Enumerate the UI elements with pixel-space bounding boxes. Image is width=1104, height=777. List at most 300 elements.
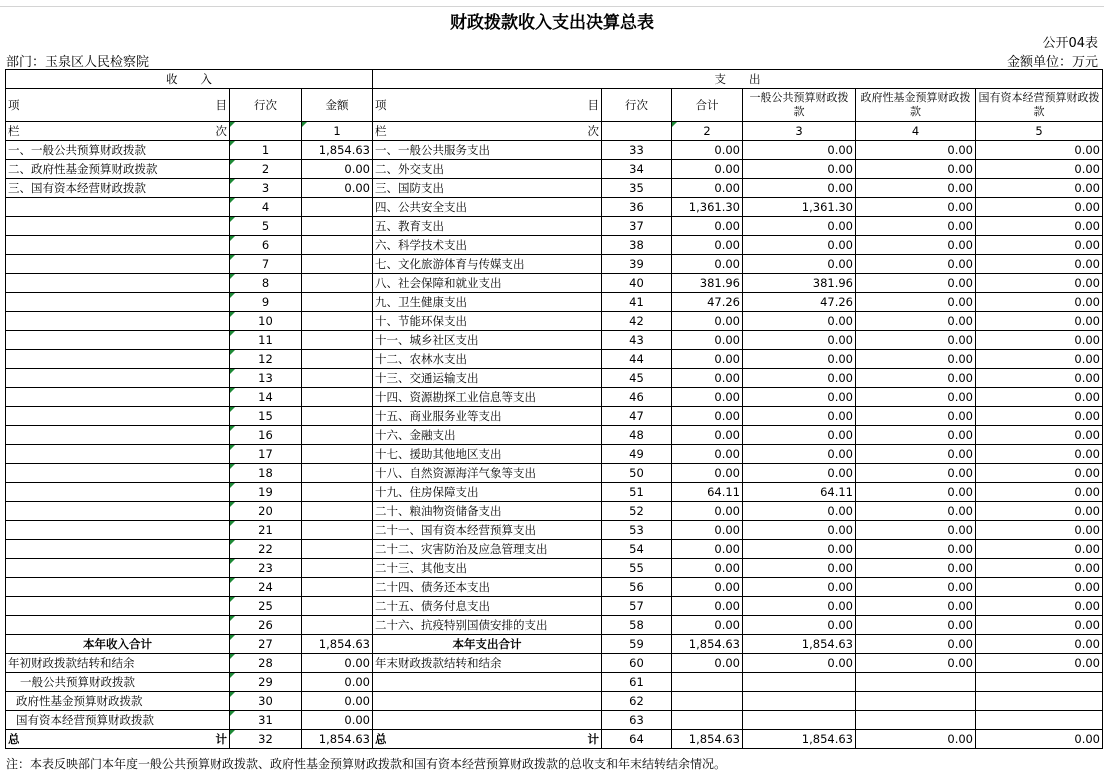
balance-detail-expense-value <box>976 692 1103 711</box>
income-amount <box>302 293 373 312</box>
expense-state-capital: 0.00 <box>976 160 1103 179</box>
expense-state-capital: 0.00 <box>976 521 1103 540</box>
column-index-4: 4 <box>856 122 976 141</box>
balance-detail-expense-value <box>743 692 856 711</box>
grand-total-label: 总 计 <box>6 730 230 749</box>
expense-state-capital: 0.00 <box>976 559 1103 578</box>
income-item <box>6 369 230 388</box>
expense-state-capital: 0.00 <box>976 502 1103 521</box>
expense-state-capital: 0.00 <box>976 445 1103 464</box>
grand-total-state-capital: 0.00 <box>976 730 1103 749</box>
income-row-number: 2 <box>230 160 302 179</box>
footnote: 注：本表反映部门本年度一般公共预算财政拨款、政府性基金预算财政拨款和国有资本经营预算财政拨款的总收支和年末结转结余情况。 <box>6 757 727 771</box>
income-rowno-header: 行次 <box>230 89 302 122</box>
balance-detail-expense-value <box>856 711 976 730</box>
income-row-number: 15 <box>230 407 302 426</box>
expense-state-capital: 0.00 <box>976 540 1103 559</box>
income-item <box>6 293 230 312</box>
income-amount <box>302 483 373 502</box>
income-amount <box>302 597 373 616</box>
grand-total-general-budget: 1,854.63 <box>743 730 856 749</box>
expense-general-budget: 64.11 <box>743 483 856 502</box>
table-row <box>6 540 1103 559</box>
income-amount <box>302 331 373 350</box>
expense-item: 二十六、抗疫特别国债安排的支出 <box>373 616 602 635</box>
table-row <box>6 198 1103 217</box>
income-row-number: 9 <box>230 293 302 312</box>
income-row-number: 12 <box>230 350 302 369</box>
income-row-number: 24 <box>230 578 302 597</box>
expense-row-number: 50 <box>602 464 672 483</box>
expense-gov-fund: 0.00 <box>856 255 976 274</box>
table-row <box>6 160 1103 179</box>
income-amount <box>302 350 373 369</box>
expense-general-budget: 0.00 <box>743 141 856 160</box>
expense-item: 十六、金融支出 <box>373 426 602 445</box>
expense-state-capital: 0.00 <box>976 198 1103 217</box>
table-row <box>6 217 1103 236</box>
expense-general-budget: 0.00 <box>743 445 856 464</box>
expense-total: 0.00 <box>672 426 743 445</box>
expense-item: 五、教育支出 <box>373 217 602 236</box>
expense-gov-fund: 0.00 <box>856 350 976 369</box>
grand-total-gov-fund: 0.00 <box>856 730 976 749</box>
expense-group-header: 支 出 <box>373 70 1103 89</box>
expense-total: 0.00 <box>672 312 743 331</box>
expense-gov-fund: 0.00 <box>856 502 976 521</box>
balance-detail-expense-item <box>373 711 602 730</box>
expense-gov-fund: 0.00 <box>856 369 976 388</box>
balance-detail-expense-value <box>672 673 743 692</box>
balance-detail-row <box>6 711 1103 730</box>
begin-balance-amount: 0.00 <box>302 654 373 673</box>
balance-detail-expense-value <box>976 673 1103 692</box>
expense-gov-fund: 0.00 <box>856 616 976 635</box>
income-row-number: 17 <box>230 445 302 464</box>
income-item <box>6 464 230 483</box>
expense-gov-fund: 0.00 <box>856 331 976 350</box>
income-amount: 0.00 <box>302 179 373 198</box>
expense-gov-fund: 0.00 <box>856 274 976 293</box>
table-row <box>6 369 1103 388</box>
expense-item: 三、国防支出 <box>373 179 602 198</box>
end-balance-state-capital: 0.00 <box>976 654 1103 673</box>
year-expense-general-budget: 1,854.63 <box>743 635 856 654</box>
expense-gov-fund: 0.00 <box>856 141 976 160</box>
income-item <box>6 540 230 559</box>
begin-balance-label: 年初财政拨款结转和结余 <box>6 654 230 673</box>
income-amount <box>302 255 373 274</box>
expense-row-number: 33 <box>602 141 672 160</box>
expense-general-budget: 0.00 <box>743 426 856 445</box>
expense-total: 0.00 <box>672 445 743 464</box>
finance-summary-table <box>5 69 1103 749</box>
expense-item: 八、社会保障和就业支出 <box>373 274 602 293</box>
income-amount <box>302 578 373 597</box>
income-amount <box>302 312 373 331</box>
expense-row-number: 42 <box>602 312 672 331</box>
expense-item: 六、科学技术支出 <box>373 236 602 255</box>
expense-row-number: 39 <box>602 255 672 274</box>
income-row-number: 22 <box>230 540 302 559</box>
expense-row-number: 41 <box>602 293 672 312</box>
expense-row-number: 53 <box>602 521 672 540</box>
column-index-blank <box>230 122 302 141</box>
income-row-number: 1 <box>230 141 302 160</box>
department-label: 部门：玉泉区人民检察院 <box>6 55 150 70</box>
expense-row-number: 46 <box>602 388 672 407</box>
balance-detail-expense-number: 61 <box>602 673 672 692</box>
expense-row-number: 48 <box>602 426 672 445</box>
expense-state-capital: 0.00 <box>976 464 1103 483</box>
income-row-number: 6 <box>230 236 302 255</box>
table-row <box>6 597 1103 616</box>
column-index-row <box>6 122 1103 141</box>
gov-fund-header: 政府性基金预算财政拨款 <box>856 89 976 122</box>
end-balance-total: 0.00 <box>672 654 743 673</box>
balance-detail-amount: 0.00 <box>302 711 373 730</box>
expense-total: 0.00 <box>672 217 743 236</box>
expense-item: 十二、农林水支出 <box>373 350 602 369</box>
income-group-header: 收 入 <box>6 70 373 89</box>
expense-item: 一、一般公共服务支出 <box>373 141 602 160</box>
expense-gov-fund: 0.00 <box>856 312 976 331</box>
income-item <box>6 578 230 597</box>
expense-general-budget: 0.00 <box>743 369 856 388</box>
expense-row-number: 34 <box>602 160 672 179</box>
balance-detail-label: 政府性基金预算财政拨款 <box>6 692 230 711</box>
table-row <box>6 464 1103 483</box>
expense-total: 0.00 <box>672 369 743 388</box>
income-item <box>6 521 230 540</box>
expense-gov-fund: 0.00 <box>856 445 976 464</box>
expense-item: 七、文化旅游体育与传媒支出 <box>373 255 602 274</box>
income-item: 一、一般公共预算财政拨款 <box>6 141 230 160</box>
income-amount <box>302 559 373 578</box>
income-amount <box>302 236 373 255</box>
balance-detail-expense-value <box>976 711 1103 730</box>
income-item <box>6 312 230 331</box>
income-amount-header: 金额 <box>302 89 373 122</box>
balance-detail-label: 国有资本经营预算财政拨款 <box>6 711 230 730</box>
expense-item: 四、公共安全支出 <box>373 198 602 217</box>
income-amount <box>302 502 373 521</box>
column-index-3: 3 <box>743 122 856 141</box>
expense-state-capital: 0.00 <box>976 369 1103 388</box>
expense-state-capital: 0.00 <box>976 483 1103 502</box>
expense-state-capital: 0.00 <box>976 255 1103 274</box>
income-item <box>6 426 230 445</box>
year-expense-total: 1,854.63 <box>672 635 743 654</box>
column-index-label: 栏 次 <box>6 122 230 141</box>
expense-total: 0.00 <box>672 578 743 597</box>
expense-row-number: 47 <box>602 407 672 426</box>
expense-total: 0.00 <box>672 464 743 483</box>
expense-state-capital: 0.00 <box>976 141 1103 160</box>
expense-state-capital: 0.00 <box>976 293 1103 312</box>
table-row <box>6 388 1103 407</box>
income-row-number: 19 <box>230 483 302 502</box>
income-item <box>6 388 230 407</box>
table-row <box>6 407 1103 426</box>
income-row-number: 11 <box>230 331 302 350</box>
expense-gov-fund: 0.00 <box>856 388 976 407</box>
balance-detail-expense-value <box>743 673 856 692</box>
balance-detail-row <box>6 673 1103 692</box>
expense-gov-fund: 0.00 <box>856 407 976 426</box>
table-row <box>6 483 1103 502</box>
year-expense-state-capital: 0.00 <box>976 635 1103 654</box>
income-row-number: 16 <box>230 426 302 445</box>
expense-row-number: 38 <box>602 236 672 255</box>
expense-state-capital: 0.00 <box>976 426 1103 445</box>
income-item <box>6 274 230 293</box>
expense-total: 0.00 <box>672 559 743 578</box>
expense-row-number: 49 <box>602 445 672 464</box>
income-item <box>6 483 230 502</box>
table-row <box>6 426 1103 445</box>
income-amount <box>302 407 373 426</box>
expense-gov-fund: 0.00 <box>856 179 976 198</box>
table-row <box>6 502 1103 521</box>
income-item <box>6 597 230 616</box>
year-income-total-number: 27 <box>230 635 302 654</box>
income-amount <box>302 445 373 464</box>
income-amount <box>302 369 373 388</box>
expense-total: 0.00 <box>672 179 743 198</box>
expense-item: 二十三、其他支出 <box>373 559 602 578</box>
expense-general-budget: 0.00 <box>743 597 856 616</box>
expense-row-number: 43 <box>602 331 672 350</box>
income-item <box>6 255 230 274</box>
expense-state-capital: 0.00 <box>976 388 1103 407</box>
balance-detail-number: 29 <box>230 673 302 692</box>
expense-gov-fund: 0.00 <box>856 521 976 540</box>
table-row <box>6 331 1103 350</box>
expense-general-budget: 0.00 <box>743 502 856 521</box>
expense-state-capital: 0.00 <box>976 312 1103 331</box>
expense-row-number: 40 <box>602 274 672 293</box>
expense-item: 十一、城乡社区支出 <box>373 331 602 350</box>
expense-general-budget: 1,361.30 <box>743 198 856 217</box>
expense-total: 47.26 <box>672 293 743 312</box>
balance-detail-number: 31 <box>230 711 302 730</box>
table-row <box>6 293 1103 312</box>
expense-total: 0.00 <box>672 597 743 616</box>
expense-item: 十九、住房保障支出 <box>373 483 602 502</box>
income-amount <box>302 616 373 635</box>
year-total-row <box>6 635 1103 654</box>
expense-item: 九、卫生健康支出 <box>373 293 602 312</box>
expense-general-budget: 0.00 <box>743 312 856 331</box>
expense-item: 二、外交支出 <box>373 160 602 179</box>
income-row-number: 10 <box>230 312 302 331</box>
expense-row-number: 35 <box>602 179 672 198</box>
expense-item: 十七、援助其他地区支出 <box>373 445 602 464</box>
balance-detail-number: 30 <box>230 692 302 711</box>
expense-item: 十五、商业服务业等支出 <box>373 407 602 426</box>
expense-general-budget: 47.26 <box>743 293 856 312</box>
expense-general-budget: 0.00 <box>743 521 856 540</box>
expense-gov-fund: 0.00 <box>856 426 976 445</box>
expense-row-number: 52 <box>602 502 672 521</box>
income-amount <box>302 540 373 559</box>
balance-detail-expense-value <box>672 711 743 730</box>
expense-general-budget: 0.00 <box>743 578 856 597</box>
expense-item: 十四、资源勘探工业信息等支出 <box>373 388 602 407</box>
income-row-number: 14 <box>230 388 302 407</box>
income-row-number: 23 <box>230 559 302 578</box>
expense-general-budget: 0.00 <box>743 331 856 350</box>
expense-total: 0.00 <box>672 388 743 407</box>
expense-total: 1,361.30 <box>672 198 743 217</box>
income-item: 三、国有资本经营财政拨款 <box>6 179 230 198</box>
income-item <box>6 350 230 369</box>
expense-general-budget: 0.00 <box>743 616 856 635</box>
expense-gov-fund: 0.00 <box>856 483 976 502</box>
grand-total-number: 32 <box>230 730 302 749</box>
balance-detail-expense-value <box>856 692 976 711</box>
expense-gov-fund: 0.00 <box>856 578 976 597</box>
expense-row-number: 36 <box>602 198 672 217</box>
expense-total: 0.00 <box>672 236 743 255</box>
expense-general-budget: 0.00 <box>743 179 856 198</box>
end-balance-gov-fund: 0.00 <box>856 654 976 673</box>
table-row <box>6 236 1103 255</box>
balance-detail-expense-number: 63 <box>602 711 672 730</box>
column-index-1: 1 <box>302 122 373 141</box>
income-item <box>6 407 230 426</box>
balance-detail-label: 一般公共预算财政拨款 <box>6 673 230 692</box>
expense-row-number: 57 <box>602 597 672 616</box>
expense-state-capital: 0.00 <box>976 350 1103 369</box>
table-row <box>6 141 1103 160</box>
expense-gov-fund: 0.00 <box>856 198 976 217</box>
grand-total-expense-number: 64 <box>602 730 672 749</box>
column-index-2: 2 <box>672 122 743 141</box>
expense-general-budget: 0.00 <box>743 540 856 559</box>
expense-state-capital: 0.00 <box>976 179 1103 198</box>
expense-total: 0.00 <box>672 502 743 521</box>
balance-detail-expense-item <box>373 673 602 692</box>
expense-general-budget: 381.96 <box>743 274 856 293</box>
expense-row-number: 44 <box>602 350 672 369</box>
year-expense-gov-fund: 0.00 <box>856 635 976 654</box>
income-item <box>6 198 230 217</box>
column-header-row <box>6 89 1103 122</box>
expense-item: 十三、交通运输支出 <box>373 369 602 388</box>
expense-row-number: 54 <box>602 540 672 559</box>
column-index-5: 5 <box>976 122 1103 141</box>
expense-state-capital: 0.00 <box>976 217 1103 236</box>
balance-detail-expense-value <box>672 692 743 711</box>
expense-general-budget: 0.00 <box>743 217 856 236</box>
income-item <box>6 445 230 464</box>
income-row-number: 25 <box>230 597 302 616</box>
expense-total: 0.00 <box>672 331 743 350</box>
expense-gov-fund: 0.00 <box>856 217 976 236</box>
income-amount <box>302 464 373 483</box>
income-item <box>6 616 230 635</box>
total-header: 合计 <box>672 89 743 122</box>
expense-total: 0.00 <box>672 540 743 559</box>
balance-detail-row <box>6 692 1103 711</box>
end-balance-general-budget: 0.00 <box>743 654 856 673</box>
income-item <box>6 236 230 255</box>
expense-total: 64.11 <box>672 483 743 502</box>
grand-total-expense-label: 总 计 <box>373 730 602 749</box>
expense-row-number: 51 <box>602 483 672 502</box>
balance-detail-amount: 0.00 <box>302 692 373 711</box>
balance-detail-expense-item <box>373 692 602 711</box>
income-amount: 0.00 <box>302 160 373 179</box>
expense-total: 381.96 <box>672 274 743 293</box>
income-item <box>6 559 230 578</box>
grand-total-amount: 1,854.63 <box>302 730 373 749</box>
expense-total: 0.00 <box>672 350 743 369</box>
expense-total: 0.00 <box>672 255 743 274</box>
table-row <box>6 616 1103 635</box>
income-amount <box>302 274 373 293</box>
balance-row <box>6 654 1103 673</box>
expense-item: 二十四、债务还本支出 <box>373 578 602 597</box>
income-row-number: 4 <box>230 198 302 217</box>
amount-unit-label: 金额单位：万元 <box>1006 55 1098 70</box>
income-item <box>6 331 230 350</box>
expense-gov-fund: 0.00 <box>856 160 976 179</box>
table-row <box>6 445 1103 464</box>
expense-total: 0.00 <box>672 616 743 635</box>
end-balance-number: 60 <box>602 654 672 673</box>
expense-state-capital: 0.00 <box>976 597 1103 616</box>
year-income-total-amount: 1,854.63 <box>302 635 373 654</box>
sheet-top-strip <box>0 0 1104 7</box>
income-amount <box>302 217 373 236</box>
general-budget-header: 一般公共预算财政拨款 <box>743 89 856 122</box>
year-expense-total-label: 本年支出合计 <box>373 635 602 654</box>
report-title: 财政拨款收入支出决算总表 <box>450 13 654 33</box>
begin-balance-number: 28 <box>230 654 302 673</box>
grand-total-expense-total: 1,854.63 <box>672 730 743 749</box>
column-index-blank-expense <box>602 122 672 141</box>
income-row-number: 21 <box>230 521 302 540</box>
column-index-label-expense: 栏 次 <box>373 122 602 141</box>
balance-detail-expense-value <box>743 711 856 730</box>
income-amount <box>302 388 373 407</box>
expense-general-budget: 0.00 <box>743 559 856 578</box>
income-row-number: 8 <box>230 274 302 293</box>
income-item-header: 项 目 <box>6 89 230 122</box>
expense-item: 十八、自然资源海洋气象等支出 <box>373 464 602 483</box>
expense-general-budget: 0.00 <box>743 350 856 369</box>
expense-row-number: 55 <box>602 559 672 578</box>
table-row <box>6 578 1103 597</box>
expense-state-capital: 0.00 <box>976 578 1103 597</box>
expense-general-budget: 0.00 <box>743 255 856 274</box>
income-row-number: 3 <box>230 179 302 198</box>
form-number: 公开04表 <box>1042 36 1098 51</box>
income-item: 二、政府性基金预算财政拨款 <box>6 160 230 179</box>
income-row-number: 5 <box>230 217 302 236</box>
table-row <box>6 255 1103 274</box>
expense-item: 二十五、债务付息支出 <box>373 597 602 616</box>
income-amount <box>302 198 373 217</box>
expense-item: 十、节能环保支出 <box>373 312 602 331</box>
end-balance-label: 年末财政拨款结转和结余 <box>373 654 602 673</box>
expense-total: 0.00 <box>672 160 743 179</box>
income-row-number: 13 <box>230 369 302 388</box>
expense-row-number: 56 <box>602 578 672 597</box>
